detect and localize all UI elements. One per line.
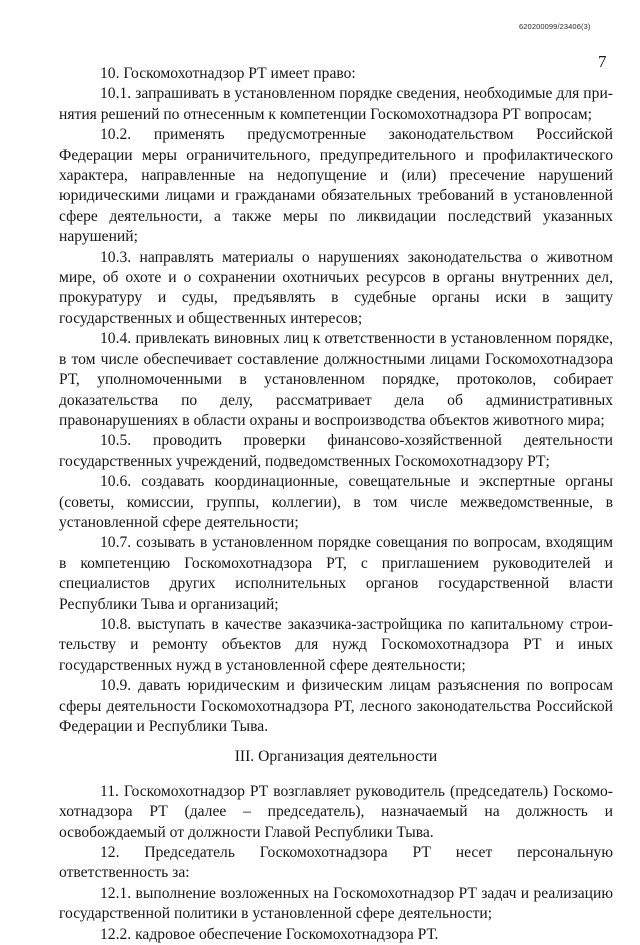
paragraph-10-2: 10.2. применять предусмотренные законодательством Российской Федерации меры ограничительного, предупредительного и профилактического характера, направленные на недопущение и (или) пресечение нарушений юридическими лицами и гражданами обязательных требований в установленной сфере деятельности, а также меры по ликвидации последствий указанных нарушений; [59,126,613,246]
paragraph-10-3: 10.3. направлять материалы о нарушениях законодательства о животном мире, об охоте и о сохранении охотничьих ресурсов в органы внутренних дел, прокуратуру и суды, предъявлять в судебные органы иски в защиту государственных и общественных интересов; [59,248,613,327]
paragraph-12-2: 12.2. кадровое обеспечение Госкомохотнадзора РТ. [100,925,439,943]
paragraph-10-9: 10.9. давать юридическим и физическим лицам разъяснения по вопросам сферы деятельности Госкомохотнадзора РТ, лесного законодательства Российской Федерации и Республики Тыва. [59,677,613,735]
page-number: 7 [598,52,607,71]
paragraph-10-1: 10.1. запрашивать в установленном порядке сведения, необходимые для принятия решений по отнесенным к компетенции Госкомохотнадзора РТ вопросам; [59,85,613,123]
paragraph-10-6: 10.6. создавать координационные, совещательные и экспертные органы (советы, комиссии, группы, коллегии), в том числе межведомственные, в установленной сфере деятельности; [59,473,613,531]
paragraph-11: 11. Госкомохотнадзор РТ возглавляет руководитель (председатель) Госкомохотнадзора РТ (далее – председатель), назначаемый на должность и освобождаемый от должности Главой Республики Тыва. [59,782,613,841]
paragraph-10-4: 10.4. привлекать виновных лиц к ответственности в установленном порядке, в том числе обеспечивает составление должностными лицами Госкомохотнадзора РТ, уполномоченными в установленном порядке, протоколов, собирает доказательства по делу, рассматривает дела об административных правонарушениях в области охраны и воспроизводства объектов животного мира; [59,330,613,429]
document-code: 620200099/23406(3) [519,22,591,31]
paragraph-12-1: 12.1. выполнение возложенных на Госкомохотнадзор РТ задач и реализацию государственной политики в установленной сфере деятельности; [59,884,613,923]
document-body [59,64,613,945]
paragraph-10-8: 10.8. выступать в качестве заказчика-застройщика по капитальному строительству и ремонту объектов для нужд Госкомохотнадзора РТ и иных государственных нужд в установленной сфере деятельности; [59,615,613,674]
paragraph-10-5: 10.5. проводить проверки финансово-хозяйственной деятельности государственных учреждений, подведомственных Госкомохотнадзору РТ; [59,432,613,470]
paragraph-10: 10. Госкомохотнадзор РТ имеет право: [100,65,356,82]
section-heading: III. Организация деятельности [234,748,438,766]
paragraph-12: 12. Председатель Госкомохотнадзора РТ несет персональную ответственность за: [59,844,613,882]
paragraph-10-7: 10.7. созывать в установленном порядке совещания по вопросам, входящим в компетенцию Госкомохотнадзора РТ, с приглашением руководителей и специалистов других исполнительных органов государственной власти Республики Тыва и организаций; [59,534,613,613]
